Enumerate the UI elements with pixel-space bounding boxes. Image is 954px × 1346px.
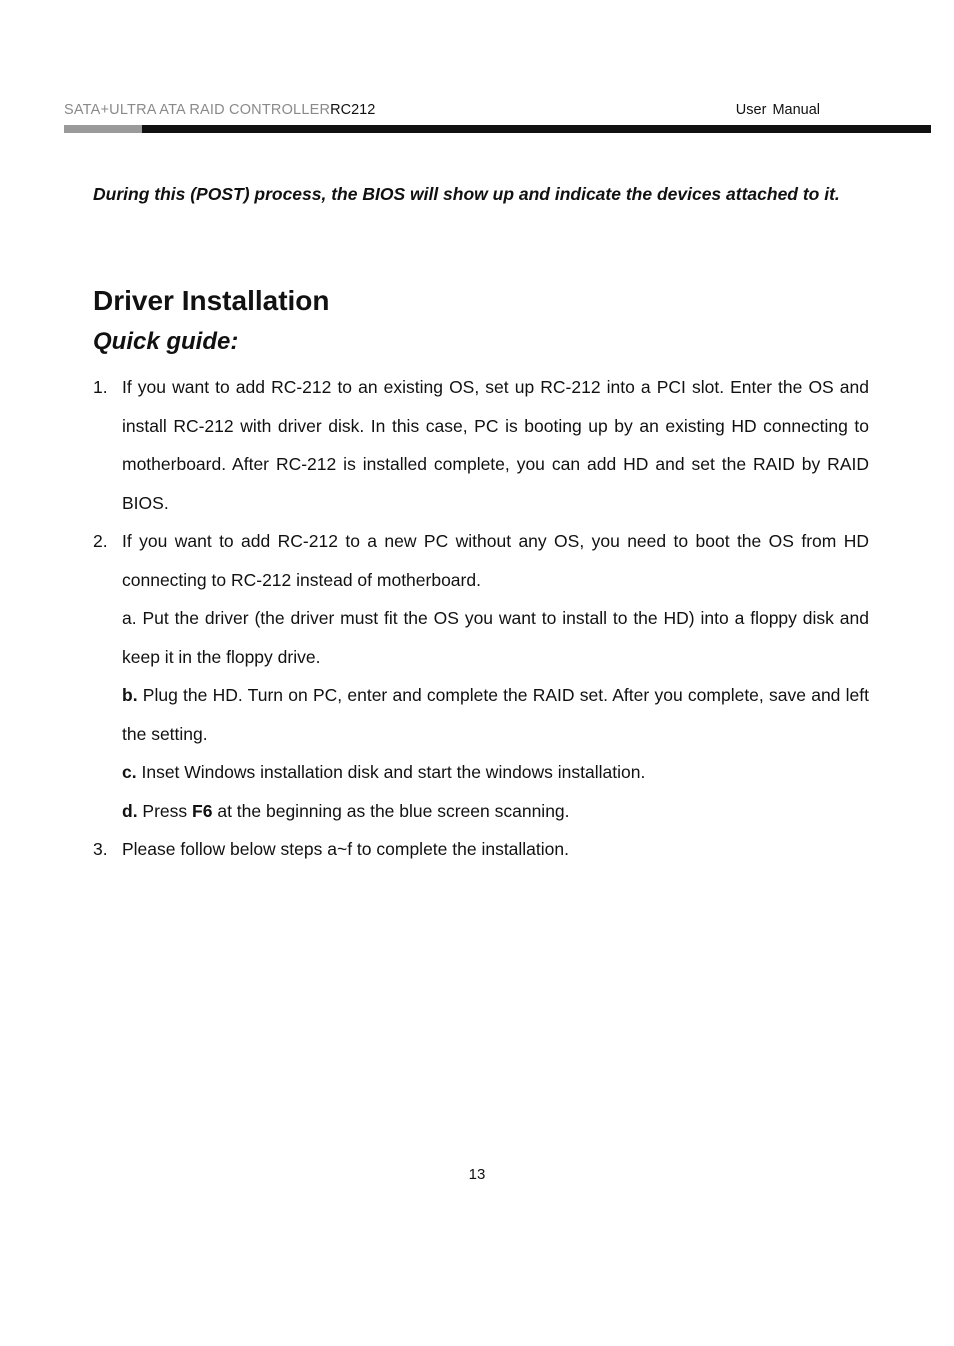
step-item xyxy=(93,830,869,869)
substep-label: a. xyxy=(122,608,137,628)
step-item xyxy=(93,368,869,522)
step-text: If you want to add RC-212 to an existing OS, set up RC-212 into a PCI slot. Enter the OS and install RC-212 with driver disk. In this case, PC is booting up by an existing HD connecting to motherboard. After RC-212 is installed complete, you can add HD and set the RAID by RAID BIOS. xyxy=(122,377,869,513)
step-number: 3. xyxy=(93,839,108,859)
page-number: 13 xyxy=(468,1166,486,1183)
header-product-name: SATA+ULTRA ATA RAID CONTROLLER xyxy=(64,102,331,118)
step-text: If you want to add RC-212 to a new PC without any OS, you need to boot the OS from HD connecting to RC-212 instead of motherboard. xyxy=(122,531,869,590)
step-number: 2. xyxy=(93,531,108,551)
intro-note: During this (POST) process, the BIOS will show up and indicate the devices attached to it. xyxy=(93,184,840,204)
substep-text-pre: Press xyxy=(137,800,193,821)
substep-item xyxy=(122,753,869,792)
header-model: RC212 xyxy=(330,102,376,118)
substep-label: b. xyxy=(122,685,138,705)
step-text: Please follow below steps a~f to complete the installation. xyxy=(122,839,569,859)
substep-item xyxy=(122,676,869,753)
substep-item xyxy=(122,599,869,676)
substep-text: Put the driver (the driver must fit the OS you want to install to the HD) into a floppy disk and keep it in the floppy drive. xyxy=(122,608,869,667)
header-rule-gray xyxy=(64,125,142,133)
substep-text: Plug the HD. Turn on PC, enter and complete the RAID set. After you complete, save and left the setting. xyxy=(122,685,869,744)
step-number: 1. xyxy=(93,377,108,397)
step-item xyxy=(93,522,869,830)
substep-text-post: at the beginning as the blue screen scanning. xyxy=(212,800,570,821)
substep-text: Inset Windows installation disk and start the windows installation. xyxy=(136,762,646,782)
header-rule-black xyxy=(142,125,931,133)
substep-label: c. xyxy=(122,762,137,782)
substep-item xyxy=(122,792,869,831)
substep-label: d. xyxy=(122,800,138,821)
page-header xyxy=(64,102,820,118)
steps-list xyxy=(93,368,869,869)
header-manual-label: User Manual xyxy=(735,102,820,118)
section-title: Driver Installation xyxy=(93,285,330,316)
subsection-title: Quick guide: xyxy=(93,328,239,355)
key-name: F6 xyxy=(192,800,213,821)
